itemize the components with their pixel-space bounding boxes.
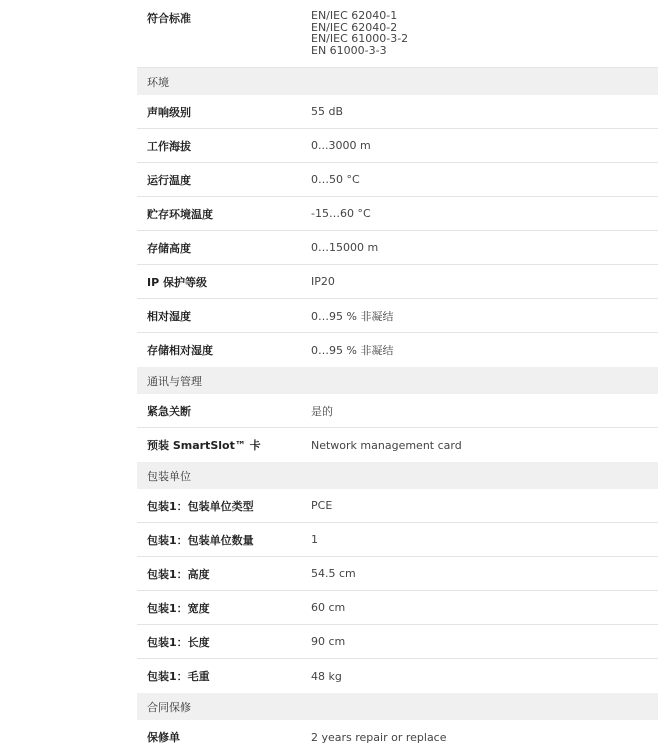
spec-label: 包装1：包装单位类型: [147, 499, 254, 513]
spec-value: 48 kg: [311, 669, 342, 683]
spec-row: [137, 557, 658, 591]
spec-value: Network management card: [311, 438, 462, 452]
section-header-packaging: 包装单位: [137, 462, 658, 489]
spec-row: [137, 95, 658, 129]
spec-value: PCE: [311, 499, 333, 512]
spec-row: [137, 265, 658, 299]
spec-row-compliance: [137, 0, 658, 68]
spec-value: [311, 10, 658, 56]
spec-row: [137, 591, 658, 625]
spec-label: 相对湿度: [147, 309, 191, 323]
spec-row: [137, 299, 658, 333]
spec-row: [137, 720, 658, 754]
spec-value: 54.5 cm: [311, 567, 356, 580]
section-header-environment: 环境: [137, 68, 658, 95]
spec-label: 符合标准: [147, 12, 191, 25]
spec-table: [137, 0, 658, 754]
spec-label: 包装1：宽度: [147, 601, 210, 615]
spec-value: 1: [311, 533, 318, 546]
spec-row: [137, 197, 658, 231]
section-header-communication: 通讯与管理: [137, 367, 658, 394]
spec-row: [137, 231, 658, 265]
section-header-warranty: 合同保修: [137, 693, 658, 720]
spec-value: 55 dB: [311, 105, 344, 118]
spec-row: [137, 394, 658, 428]
spec-row: [137, 523, 658, 557]
spec-value: 0...3000 m: [311, 139, 371, 152]
spec-value: 0…50 °C: [311, 173, 360, 186]
spec-label: 紧急关断: [147, 404, 191, 418]
spec-label: 预装 SmartSlot™ 卡: [147, 439, 261, 452]
spec-label: 工作海拔: [147, 139, 191, 153]
standard-item: EN/IEC 62040-2: [311, 20, 398, 34]
spec-row: [137, 659, 658, 693]
spec-value: 60 cm: [311, 601, 346, 614]
spec-value: 0…95 % 非凝结: [311, 309, 394, 323]
spec-row: [137, 129, 658, 163]
spec-label: 保修单: [147, 731, 180, 744]
spec-row: [137, 428, 658, 462]
standard-item: EN 61000-3-3: [311, 43, 387, 57]
spec-value: 2 years repair or replace: [311, 730, 447, 744]
spec-row: [137, 625, 658, 659]
spec-value: 是的: [311, 404, 333, 418]
spec-label: 包装1：毛重: [147, 670, 210, 683]
spec-label: 存储相对湿度: [147, 344, 213, 357]
spec-label: IP 保护等级: [147, 275, 207, 289]
spec-row: [137, 489, 658, 523]
spec-label: 贮存环境温度: [147, 207, 213, 221]
spec-label: 存储高度: [147, 241, 191, 255]
standard-item: EN/IEC 62040-1: [311, 9, 398, 22]
standard-item: EN/IEC 61000-3-2: [311, 32, 409, 45]
spec-row: [137, 333, 658, 367]
spec-value: IP20: [311, 275, 335, 288]
spec-label: 运行温度: [147, 173, 191, 187]
spec-value: 0…15000 m: [311, 241, 379, 254]
spec-row: [137, 163, 658, 197]
spec-value: 0…95 % 非凝结: [311, 344, 394, 357]
spec-label: 包装1：高度: [147, 567, 210, 581]
spec-label: 包装1：包装单位数量: [147, 533, 254, 547]
spec-value: -15…60 °C: [311, 207, 371, 220]
spec-value: 90 cm: [311, 635, 346, 648]
spec-label: 包装1：长度: [147, 635, 210, 649]
spec-label: 声响级别: [147, 105, 191, 119]
